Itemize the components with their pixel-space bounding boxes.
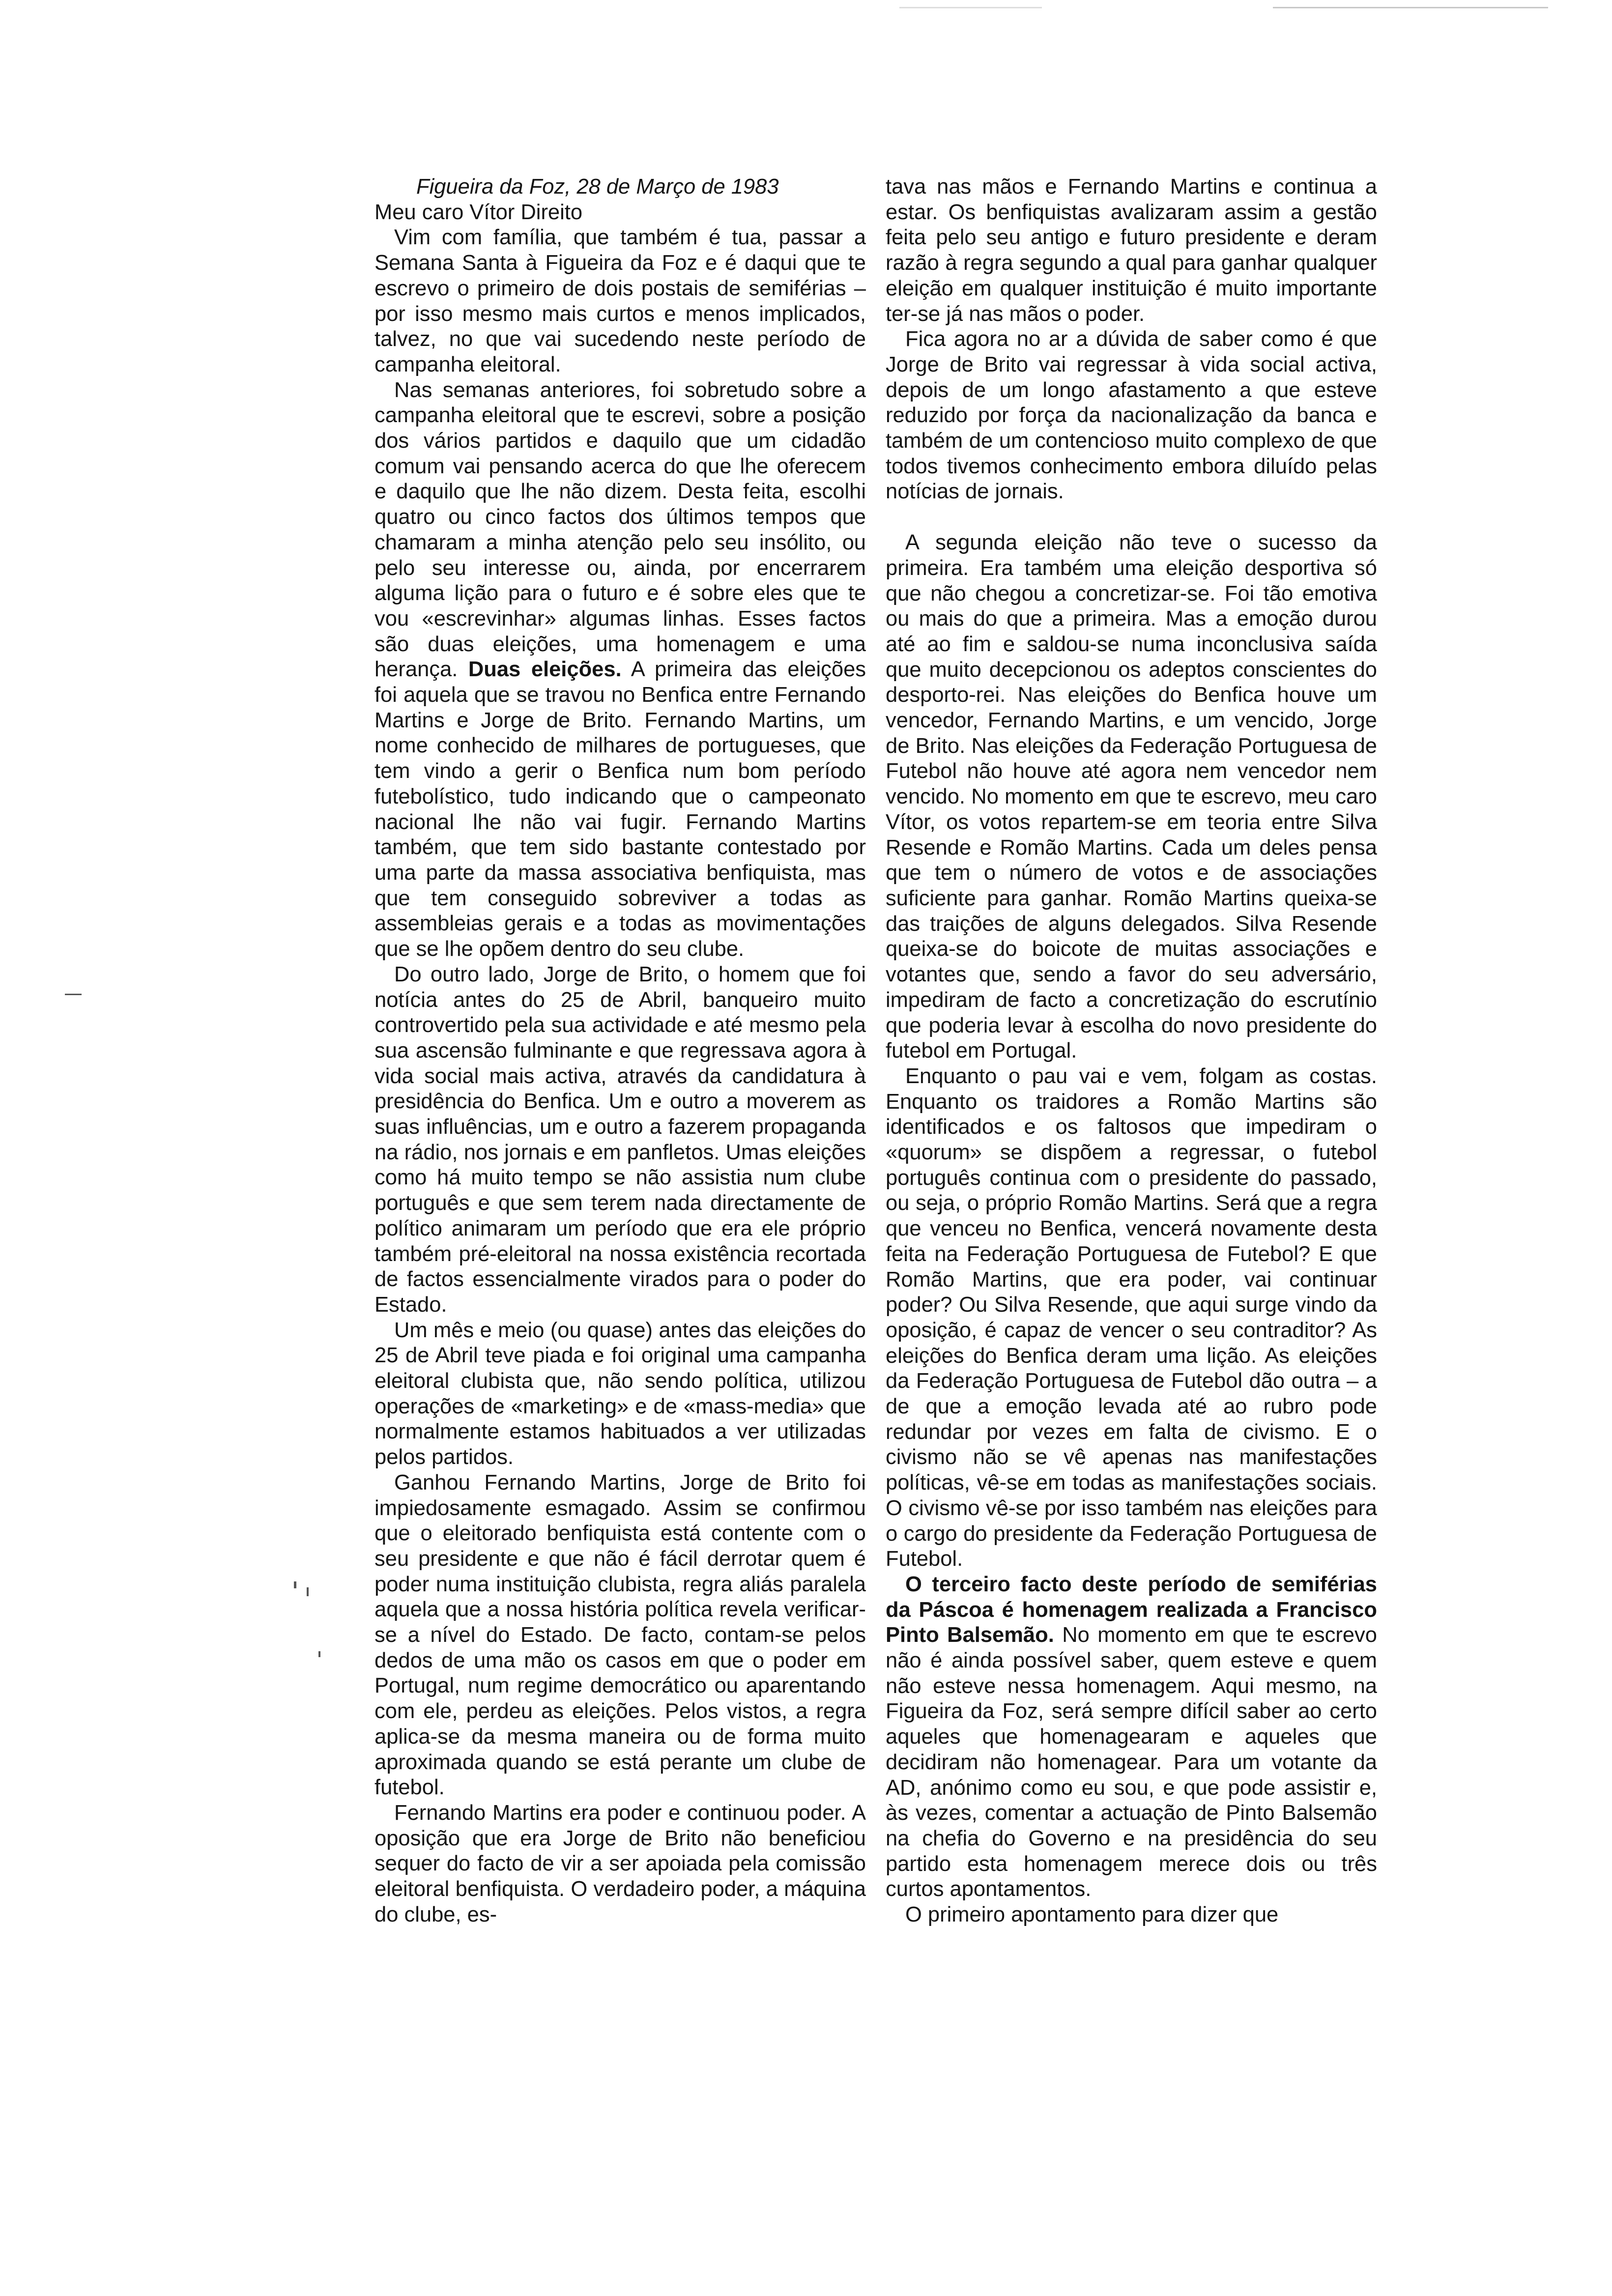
margin-mark	[65, 994, 82, 995]
paragraph	[374, 962, 866, 1318]
paragraph-text: Fernando Martins era poder e continuou poder. A oposição que era Jorge de Brito não beneficiou sequer do facto de vir a ser apoiada pela comissão eleitoral benfiquista. O verdadeiro poder, a máquina do clube, es-	[374, 1801, 866, 1926]
paragraph	[374, 1801, 866, 1928]
paragraph-text: A segunda eleição não teve o sucesso da primeira. Era também uma eleição desportiva só que não chegou a concretizar-se. Foi tão emotiva ou mais do que a primeira. Mas a emoção durou até ao fim e saldou-se numa inconclusiva saída que muito decepcionou os adeptos conscientes do desporto-rei. Nas eleições do Benfica houve um vencedor, Fernando Martins, e um vencido, Jorge de Brito. Nas eleições da Federação Portuguesa de Futebol não houve até agora nem vencedor nem vencido. No momento em que te escrevo, meu caro Vítor, os votos repartem-se em teoria entre Silva Resende e Romão Martins. Cada um deles pensa que tem o número de votos e de associações suficiente para ganhar. Romão Martins queixa-se das traições de alguns delegados. Silva Resende queixa-se do boicote de muitas associações e votantes que, sendo a favor do seu adversário, impediram de facto a concretização do escrutínio que poderia levar à escolha do novo presidente do futebol em Portugal.	[886, 531, 1377, 1063]
paragraph-text: A primeira das eleições foi aquela que se travou no Benfica entre Fernando Martins e Jorge de Brito. Fernando Martins, um nome conhecido de milhares de portugueses, que tem vindo a gerir o Benfica num bom período futebolístico, tudo indicando que o campeonato nacional lhe não vai fugir. Fernando Martins também, que tem sido bastante contestado por uma parte da massa associativa benfiquista, mas que tem conseguido sobreviver a todas as assembleias gerais e a todas as movimentações que se lhe opõem dentro do seu clube.	[374, 658, 866, 961]
paragraph	[886, 174, 1377, 327]
paragraph	[374, 1318, 866, 1470]
paragraph-text: O primeiro apontamento para dizer que	[905, 1903, 1279, 1927]
paragraph-text: Vim com família, que também é tua, passar a Semana Santa à Figueira da Foz e é daqui que te escrevo o primeiro de dois postais de semiférias – por isso mesmo mais curtos e menos implicados, talvez, no que vai sucedendo neste período de campanha eleitoral.	[374, 226, 866, 376]
paragraph-text: Um mês e meio (ou quase) antes das eleições do 25 de Abril teve piada e foi original uma campanha eleitoral clubista que, não sendo política, utilizou operações de «marketing» e de «mass-media» que normalmente estamos habituados a ver utilizadas pelos partidos.	[374, 1318, 866, 1469]
paragraph-text: Enquanto o pau vai e vem, folgam as costas. Enquanto os traidores a Romão Martins são identificados e os faltosos que impediram o «quorum» se dispõem a regressar, o futebol português continua com o presidente do passado, ou seja, o próprio Romão Martins. Será que a regra que venceu no Benfica, vencerá novamente desta feita na Federação Portuguesa de Futebol? E que Romão Martins, que era poder, vai continuar poder? Ou Silva Resende, que aqui surge vindo da oposição, é capaz de vencer o seu contraditor? As eleições do Benfica deram uma lição. As eleições da Federação Portuguesa de Futebol dão outra – a de que a emoção levada até ao rubro pode redundar por vezes em falta de civismo. E o civismo não se vê apenas nas manifestações políticas, vê-se em todas as manifestações sociais. O civismo vê-se por isso também nas eleições para o cargo do presidente da Federação Portuguesa de Futebol.	[886, 1064, 1377, 1571]
margin-mark	[318, 1651, 320, 1657]
bold-heading: O terceiro facto deste período de semiférias da Páscoa é homenagem realizada a Francisco Pinto Balsemão.	[886, 1572, 1377, 1647]
paragraph	[374, 1470, 866, 1801]
top-scan-line	[1273, 7, 1548, 8]
paragraph	[886, 1902, 1377, 1928]
paragraph	[374, 225, 866, 377]
paragraph-text: tava nas mãos e Fernando Martins e continua a estar. Os benfiquistas avalizaram assim a gestão feita pelo seu antigo e futuro presidente e deram razão à regra segundo a qual para ganhar qualquer eleição em qualquer instituição é muito importante ter-se já nas mãos o poder.	[886, 175, 1377, 326]
paragraph	[374, 378, 866, 962]
paragraph-text: No momento em que te escrevo não é ainda possível saber, quem esteve e quem não esteve nessa homenagem. Aqui mesmo, na Figueira da Foz, será sempre difícil saber ao certo aqueles que homenagearam e aqueles que decidiram não homenagear. Para um votante da AD, anónimo como eu sou, e que pode assistir e, às vezes, comentar a actuação de Pinto Balsemão na chefia do Governo e na presidência do seu partido esta homenagem merece dois ou três curtos apontamentos.	[886, 1623, 1377, 1901]
left-paragraphs	[374, 225, 866, 1927]
paragraph	[886, 1064, 1377, 1572]
paragraph-text: Fica agora no ar a dúvida de saber como é que Jorge de Brito vai regressar à vida social activa, depois de um longo afastamento a que esteve reduzido por força da nacionalização da banca e também de um contencioso muito complexo de que todos tivemos conhecimento embora diluído pelas notícias de jornais.	[886, 327, 1377, 504]
right-column	[886, 174, 1377, 1928]
paragraph	[886, 530, 1377, 1064]
right-paragraphs	[886, 174, 1377, 1928]
paragraph-text: Do outro lado, Jorge de Brito, o homem que foi notícia antes do 25 de Abril, banqueiro muito controvertido pela sua actividade e até mesmo pela sua ascensão fulminante e que regressava agora à vida social mais activa, através da candidatura à presidência do Benfica. Um e outro a moverem as suas influências, um e outro a fazerem propaganda na rádio, nos jornais e em panfletos. Umas eleições como há muito tempo se não assistia num clube português e que sem terem nada directamente de político animaram um período que era ele próprio também pré-eleitoral na nossa existência recortada de factos essencialmente virados para o poder do Estado.	[374, 962, 866, 1317]
bold-heading: Duas eleições.	[468, 658, 622, 682]
left-column	[374, 174, 866, 1928]
margin-mark	[294, 1581, 296, 1588]
paragraph-text: Nas semanas anteriores, foi sobretudo sobre a campanha eleitoral que te escrevi, sobre a posição dos vários partidos e daquilo que um cidadão comum vai pensando acerca do que lhe oferecem e daquilo que lhe não dizem. Desta feita, escolhi quatro ou cinco factos dos últimos tempos que chamaram a minha atenção pelo seu insólito, ou pelo seu interesse ou, ainda, por encerrarem alguma lição para o futuro e é sobre eles que te vou «escrevinhar» algumas linhas. Esses factos são duas eleições, uma homenagem e uma herança.	[374, 378, 866, 682]
salutation: Meu caro Vítor Direito	[374, 200, 583, 224]
dateline: Figueira da Foz, 28 de Março de 1983	[416, 175, 779, 199]
paragraph	[886, 1572, 1377, 1902]
top-scan-line	[899, 7, 1042, 8]
paragraph-text: Ganhou Fernando Martins, Jorge de Brito foi impiedosamente esmagado. Assim se confirmou que o eleitorado benfiquista está contente com o seu presidente e que não é fácil derrotar quem é poder numa instituição clubista, regra aliás paralela aquela que a nossa história política revela verificar-se a nível do Estado. De facto, contam-se pelos dedos de uma mão os casos em que o poder em Portugal, num regime democrático ou aparentando com ele, perdeu as eleições. Pelos vistos, a regra aplica-se da mesma maneira ou de forma muito aproximada quando se está perante um clube de futebol.	[374, 1470, 866, 1800]
margin-mark	[307, 1587, 309, 1596]
paragraph	[886, 327, 1377, 505]
